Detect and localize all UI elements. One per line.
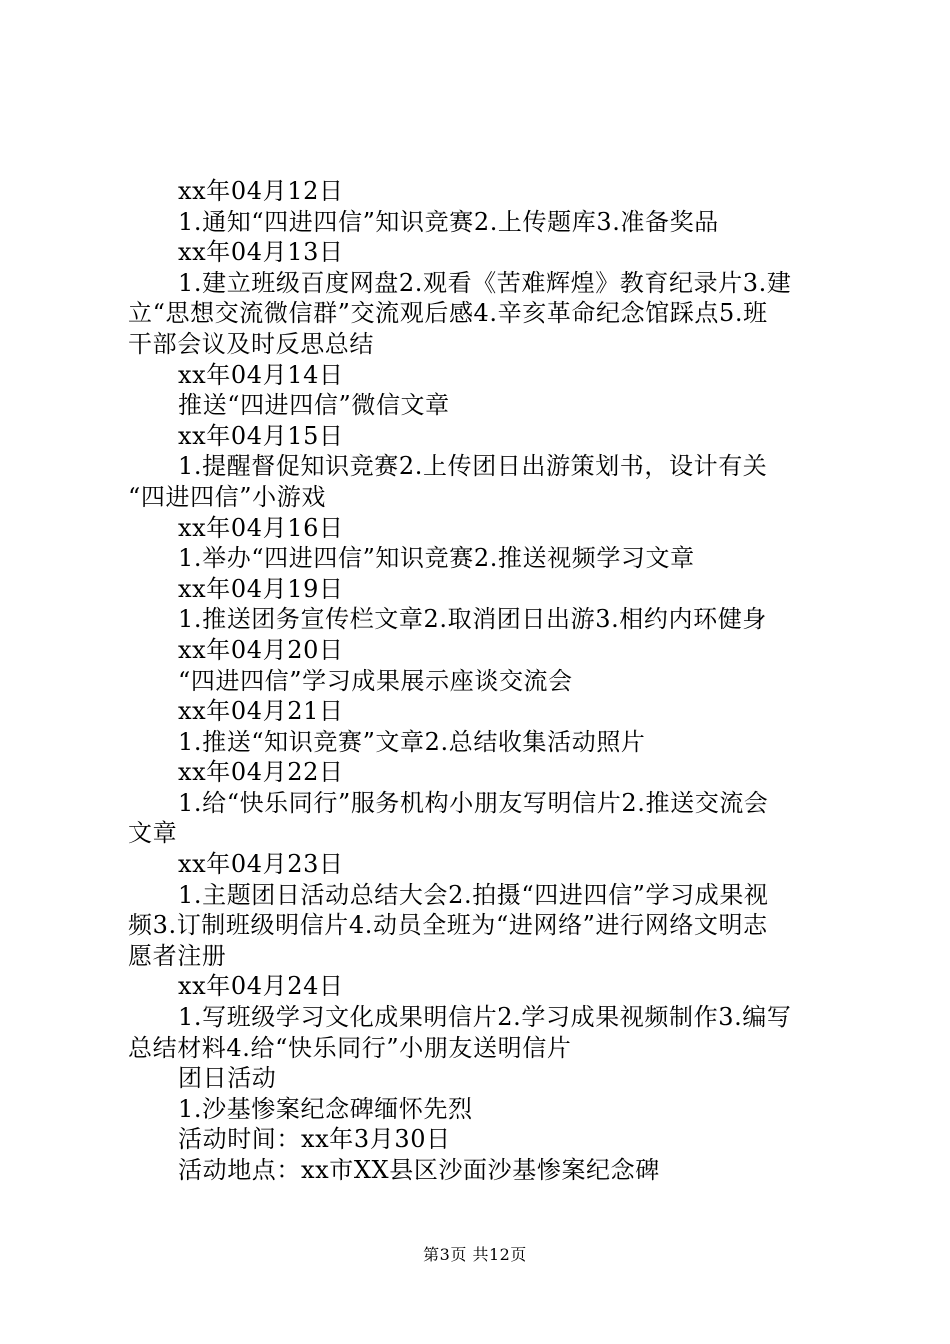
task-line-continued: “四进四信”小游戏 [128, 482, 326, 511]
task-line: 1.写班级学习文化成果明信片2.学习成果视频制作3.编写 [178, 1003, 792, 1032]
date-line: xx年04月16日 [178, 513, 344, 542]
date-line: xx年04月14日 [178, 360, 344, 389]
document-body [128, 176, 836, 1186]
task-line: 1.通知“四进四信”知识竞赛2.上传题库3.准备奖品 [178, 207, 719, 236]
date-line: xx年04月13日 [178, 238, 344, 267]
activity-title: 1.沙基惨案纪念碑缅怀先烈 [178, 1094, 473, 1123]
section-heading: 团日活动 [178, 1064, 277, 1093]
date-line: xx年04月19日 [178, 574, 344, 603]
task-line-continued: 愿者注册 [128, 941, 227, 970]
task-line-continued: 文章 [128, 819, 178, 848]
activity-location: 活动地点：xx市XX县区沙面沙基惨案纪念碑 [178, 1156, 660, 1184]
task-line-continued: 干部会议及时反思总结 [128, 329, 374, 358]
task-line: 1.推送“知识竞赛”文章2.总结收集活动照片 [178, 727, 646, 756]
date-line: xx年04月21日 [178, 697, 344, 726]
task-line: 1.提醒督促知识竞赛2.上传团日出游策划书，设计有关 [178, 452, 768, 481]
task-line: “四进四信”学习成果展示座谈交流会 [178, 666, 573, 695]
task-line-continued: 总结材料4.给“快乐同行”小朋友送明信片 [128, 1033, 572, 1062]
task-line-continued: 频3.订制班级明信片4.动员全班为“进网络”进行网络文明志 [128, 911, 768, 940]
date-line: xx年04月22日 [178, 758, 344, 787]
date-line: xx年04月23日 [178, 850, 344, 879]
page-number-footer: 第3页 共12页 [423, 1245, 527, 1264]
task-line-continued: 立“思想交流微信群”交流观后感4.辛亥革命纪念馆踩点5.班 [128, 299, 768, 328]
task-line: 1.主题团日活动总结大会2.拍摄“四进四信”学习成果视 [178, 880, 769, 909]
task-line: 1.举办“四进四信”知识竞赛2.推送视频学习文章 [178, 544, 695, 573]
task-line: 1.给“快乐同行”服务机构小朋友写明信片2.推送交流会 [178, 788, 769, 817]
date-line: xx年04月12日 [178, 177, 344, 205]
date-line: xx年04月24日 [178, 972, 344, 1001]
task-line: 1.建立班级百度网盘2.观看《苦难辉煌》教育纪录片3.建 [178, 268, 792, 297]
task-line: 推送“四进四信”微信文章 [178, 391, 450, 420]
date-line: xx年04月20日 [178, 635, 344, 664]
activity-time: 活动时间：xx年3月30日 [178, 1125, 451, 1154]
date-line: xx年04月15日 [178, 421, 344, 450]
task-line: 1.推送团务宣传栏文章2.取消团日出游3.相约内环健身 [178, 605, 767, 634]
